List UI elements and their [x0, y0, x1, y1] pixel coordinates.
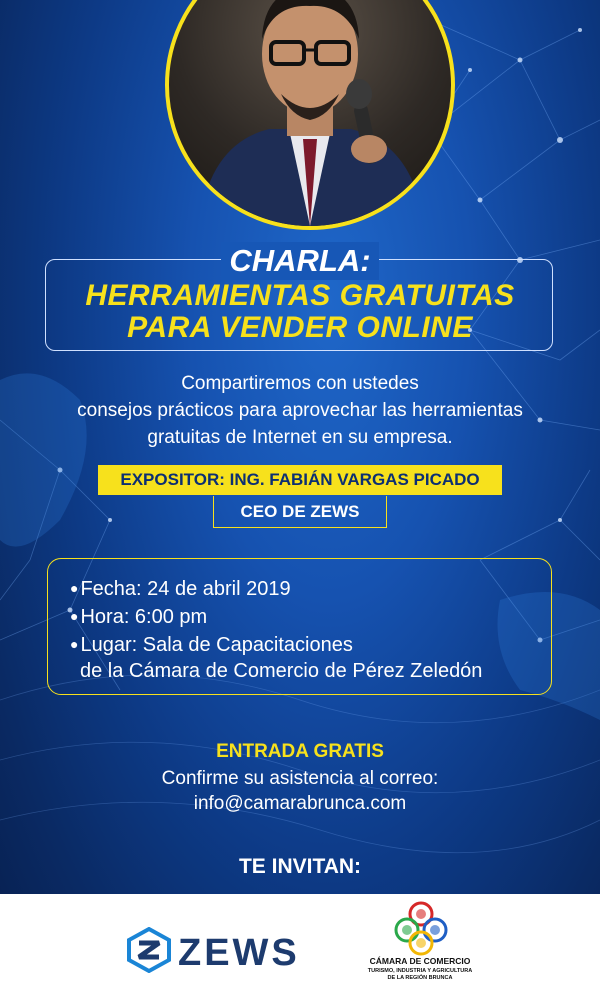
detail-time-text: Hora: 6:00 pm — [80, 606, 208, 628]
description-line-1: Compartiremos con ustedes — [181, 373, 419, 394]
description-line-2: consejos prácticos para aprovechar las herramientas — [77, 400, 523, 421]
camara-title: CÁMARA DE COMERCIO — [369, 956, 471, 966]
title-line-2: HERRAMIENTAS GRATUITAS — [85, 279, 515, 312]
bullet-icon: ● — [70, 580, 79, 596]
rsvp-instruction: Confirme su asistencia al correo: — [161, 768, 439, 789]
speaker-role: CEO DE ZEWS — [213, 496, 387, 528]
zews-wordmark: ZEWS — [178, 932, 300, 974]
detail-date — [70, 574, 291, 603]
bullet-icon: ● — [70, 608, 79, 624]
description-line-3: gratuitas de Internet en su empresa. — [147, 427, 453, 448]
camara-subtitle — [360, 968, 480, 982]
title-line-1: CHARLA: — [221, 242, 378, 280]
title-line-3: PARA VENDER ONLINE — [127, 311, 473, 344]
free-entry-label: ENTRADA GRATIS — [216, 741, 384, 762]
sponsors-footer — [0, 894, 600, 1000]
title-label — [0, 242, 600, 280]
detail-place-text: Lugar: Sala de Capacitaciones — [80, 634, 353, 656]
detail-time — [70, 602, 207, 631]
camara-subtitle-line-1: TURISMO, INDUSTRIA Y AGRICULTURA — [367, 968, 473, 974]
bullet-icon: ● — [70, 636, 79, 652]
zews-logo-icon — [126, 927, 172, 973]
speaker-banner: EXPOSITOR: ING. FABIÁN VARGAS PICADO — [98, 465, 502, 495]
detail-place — [70, 630, 353, 659]
detail-date-text: Fecha: 24 de abril 2019 — [80, 578, 291, 600]
detail-place-continued: de la Cámara de Comercio de Pérez Zeledón — [80, 660, 483, 682]
camara-subtitle-line-2: DE LA REGIÓN BRUNCA — [387, 975, 453, 981]
invite-heading: TE INVITAN: — [238, 855, 362, 878]
camara-logo-icon — [392, 900, 450, 956]
rsvp-email-link[interactable]: info@camarabrunca.com — [193, 793, 407, 814]
